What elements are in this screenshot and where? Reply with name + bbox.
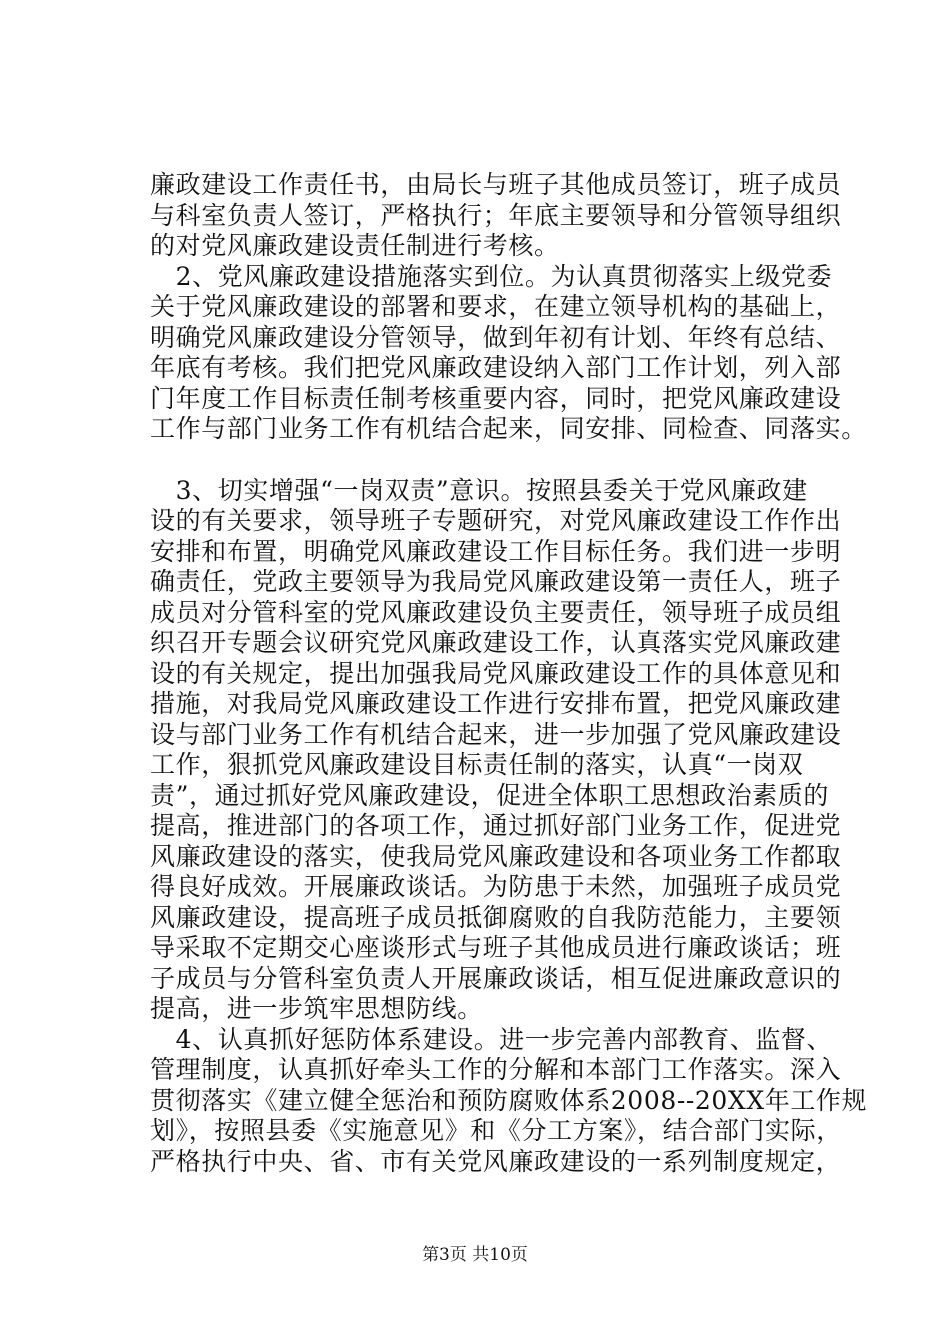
text-line: 3、切实增强“一岗双责”意识。按照县委关于党风廉政建 (150, 475, 808, 505)
paragraph-3 (150, 476, 840, 1025)
page-number-footer: 第3页 共10页 (422, 1245, 528, 1265)
text-line: 年底有考核。我们把党风廉政建设纳入部门工作计划，列入部 (150, 353, 842, 382)
text-line: 设的有关要求，领导班子专题研究，对党风廉政建设工作作出 (150, 506, 842, 535)
paragraph-spacer (150, 445, 840, 476)
text-line: 成员对分管科室的党风廉政建设负主要责任，领导班子成员组 (150, 597, 842, 627)
text-line: 确责任，党政主要领导为我局党风廉政建设第一责任人，班子 (150, 567, 842, 596)
text-line: 明确党风廉政建设分管领导，做到年初有计划、年终有总结、 (150, 322, 842, 352)
text-line: 4、认真抓好惩防体系建设。进一步完善内部教育、监督、 (150, 1024, 833, 1054)
text-line: 门年度工作目标责任制考核重要内容，同时，把党风廉政建设 (150, 383, 842, 413)
text-line: 子成员与分管科室负责人开展廉政谈话，相互促进廉政意识的 (150, 963, 842, 993)
text-line: 廉政建设工作责任书，由局长与班子其他成员签订，班子成员 (150, 170, 842, 199)
text-line: 风廉政建设的落实，使我局党风廉政建设和各项业务工作都取 (150, 841, 842, 871)
text-line: 贯彻落实《建立健全惩治和预防腐败体系2008--20XX年工作规 (150, 1085, 868, 1115)
text-line: 安排和布置，明确党风廉政建设工作目标任务。我们进一步明 (150, 536, 842, 566)
text-line: 关于党风廉政建设的部署和要求，在建立领导机构的基础上， (150, 292, 842, 321)
text-line: 风廉政建设，提高班子成员抵御腐败的自我防范能力，主要领 (150, 902, 842, 932)
text-line: 措施，对我局党风廉政建设工作进行安排布置，把党风廉政建 (150, 689, 842, 718)
text-line: 2、党风廉政建设措施落实到位。为认真贯彻落实上级党委 (150, 261, 833, 291)
document-body (150, 170, 868, 1177)
text-line: 提高，推进部门的各项工作，通过抓好部门业务工作，促进党 (150, 811, 842, 840)
text-line: 严格执行中央、省、市有关党风廉政建设的一系列制度规定， (150, 1146, 842, 1176)
text-line: 设与部门业务工作有机结合起来，进一步加强了党风廉政建设 (150, 719, 842, 749)
text-line: 的对党风廉政建设责任制进行考核。 (150, 231, 560, 260)
text-line: 管理制度，认真抓好牵头工作的分解和本部门工作落实。深入 (150, 1055, 842, 1084)
paragraph-1 (150, 170, 840, 262)
paragraph-2 (150, 261, 867, 445)
text-line: 工作与部门业务工作有机结合起来，同安排、同检查、同落实。 (150, 414, 867, 443)
text-line: 责”，通过抓好党风廉政建设，促进全体职工思想政治素质的 (150, 780, 829, 810)
text-line: 工作，狠抓党风廉政建设目标责任制的落实，认真“一岗双 (150, 750, 804, 779)
text-line: 得良好成效。开展廉政谈话。为防患于未然，加强班子成员党 (150, 872, 842, 901)
text-line: 划》，按照县委《实施意见》和《分工方案》，结合部门实际， (150, 1116, 842, 1145)
text-line: 导采取不定期交心座谈形式与班子其他成员进行廉政谈话；班 (150, 933, 842, 962)
text-line: 织召开专题会议研究党风廉政建设工作，认真落实党风廉政建 (150, 628, 842, 657)
text-line: 提高，进一步筑牢思想防线。 (150, 994, 483, 1023)
text-line: 设的有关规定，提出加强我局党风廉政建设工作的具体意见和 (150, 658, 842, 688)
text-line: 与科室负责人签订，严格执行；年底主要领导和分管领导组织 (150, 200, 842, 230)
paragraph-4 (150, 1024, 868, 1178)
